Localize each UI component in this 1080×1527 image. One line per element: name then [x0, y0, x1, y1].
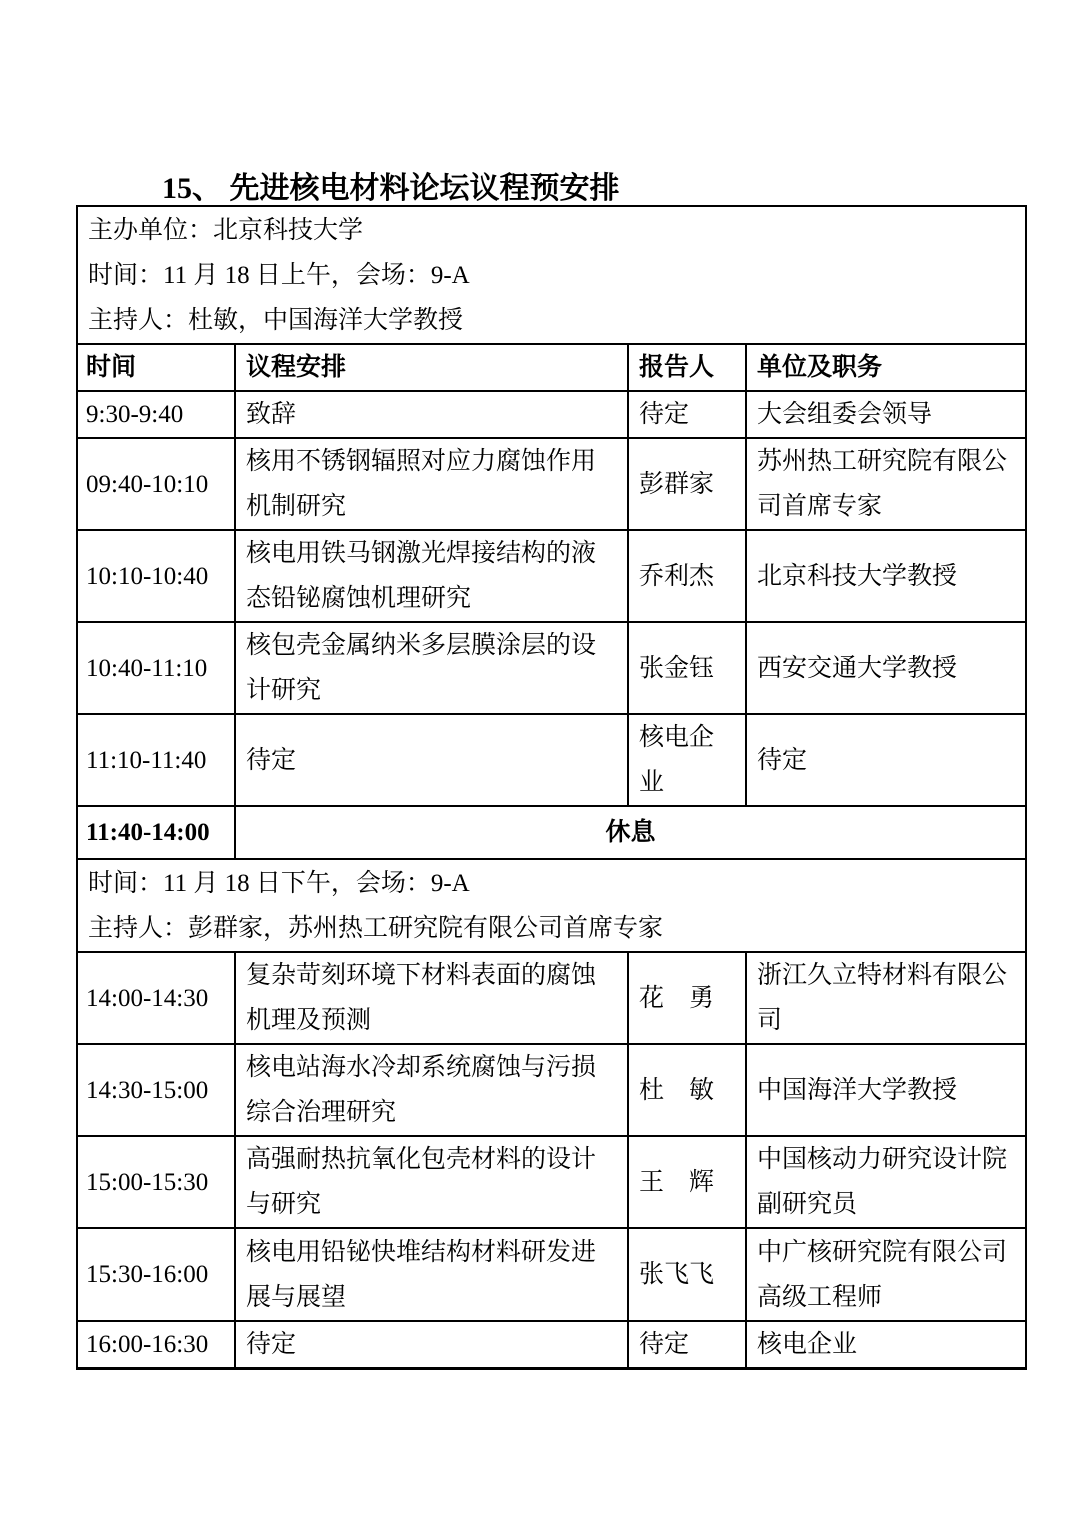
org-cell: 中广核研究院有限公司高级工程师 [746, 1228, 1026, 1321]
table-row [77, 952, 1026, 1044]
afternoon-time-line: 时间：11 月 18 日下午，会场：9-A [88, 869, 470, 897]
agenda-cell: 核电用铁马钢激光焊接结构的液态铅铋腐蚀机理研究 [235, 530, 628, 622]
org-cell: 西安交通大学教授 [746, 622, 1026, 714]
table-row [77, 859, 1026, 952]
break-time-cell: 11:40-14:00 [77, 806, 235, 859]
agenda-cell: 核用不锈钢辐照对应力腐蚀作用机制研究 [235, 438, 628, 530]
session-info-afternoon [77, 859, 1026, 952]
time-cell: 09:40-10:10 [77, 438, 235, 530]
header-speaker: 报告人 [628, 344, 746, 391]
time-cell: 10:10-10:40 [77, 530, 235, 622]
morning-time-line: 时间：11 月 18 日上午，会场：9-A [88, 261, 470, 289]
table-row [77, 391, 1026, 438]
table-row [77, 1228, 1026, 1321]
org-cell: 浙江久立特材料有限公司 [746, 952, 1026, 1044]
break-row [77, 806, 1026, 859]
speaker-cell: 待定 [628, 1321, 746, 1369]
table-row [77, 1136, 1026, 1228]
table-header-row [77, 344, 1026, 391]
host-line: 主办单位：北京科技大学 [88, 216, 364, 244]
morning-chair-line: 主持人：杜敏，中国海洋大学教授 [88, 306, 464, 334]
table-row [77, 438, 1026, 530]
afternoon-chair-line: 主持人：彭群家，苏州热工研究院有限公司首席专家 [88, 914, 664, 942]
agenda-cell: 高强耐热抗氧化包壳材料的设计与研究 [235, 1136, 628, 1228]
time-cell: 9:30-9:40 [77, 391, 235, 438]
table-row [77, 206, 1026, 344]
org-cell: 北京科技大学教授 [746, 530, 1026, 622]
agenda-cell: 核电站海水冷却系统腐蚀与污损综合治理研究 [235, 1044, 628, 1136]
time-cell: 14:00-14:30 [77, 952, 235, 1044]
header-time: 时间 [77, 344, 235, 391]
org-cell: 中国海洋大学教授 [746, 1044, 1026, 1136]
agenda-cell: 核包壳金属纳米多层膜涂层的设计研究 [235, 622, 628, 714]
break-label-cell: 休息 [235, 806, 1026, 859]
time-cell: 15:00-15:30 [77, 1136, 235, 1228]
table-row [77, 530, 1026, 622]
speaker-cell: 核电企业 [628, 714, 746, 806]
speaker-cell: 杜 敏 [628, 1044, 746, 1136]
agenda-table [76, 205, 1027, 1370]
session-info-morning [77, 206, 1026, 344]
speaker-cell: 张飞飞 [628, 1228, 746, 1321]
time-cell: 10:40-11:10 [77, 622, 235, 714]
org-cell: 中国核动力研究设计院副研究员 [746, 1136, 1026, 1228]
org-cell: 核电企业 [746, 1321, 1026, 1369]
table-row [77, 622, 1026, 714]
speaker-cell: 花 勇 [628, 952, 746, 1044]
time-cell: 15:30-16:00 [77, 1228, 235, 1321]
table-row [77, 1321, 1026, 1369]
speaker-cell: 乔利杰 [628, 530, 746, 622]
agenda-cell: 致辞 [235, 391, 628, 438]
speaker-cell: 彭群家 [628, 438, 746, 530]
time-cell: 14:30-15:00 [77, 1044, 235, 1136]
org-cell: 待定 [746, 714, 1026, 806]
header-agenda: 议程安排 [235, 344, 628, 391]
time-cell: 11:10-11:40 [77, 714, 235, 806]
speaker-cell: 待定 [628, 391, 746, 438]
table-row [77, 1044, 1026, 1136]
org-cell: 大会组委会领导 [746, 391, 1026, 438]
agenda-cell: 待定 [235, 1321, 628, 1369]
table-row [77, 714, 1026, 806]
agenda-cell: 复杂苛刻环境下材料表面的腐蚀机理及预测 [235, 952, 628, 1044]
org-cell: 苏州热工研究院有限公司首席专家 [746, 438, 1026, 530]
time-cell: 16:00-16:30 [77, 1321, 235, 1369]
speaker-cell: 王 辉 [628, 1136, 746, 1228]
agenda-cell: 核电用铅铋快堆结构材料研发进展与展望 [235, 1228, 628, 1321]
header-org: 单位及职务 [746, 344, 1026, 391]
speaker-cell: 张金钰 [628, 622, 746, 714]
agenda-cell: 待定 [235, 714, 628, 806]
page-title: 15、 先进核电材料论坛议程预安排 [162, 172, 620, 205]
